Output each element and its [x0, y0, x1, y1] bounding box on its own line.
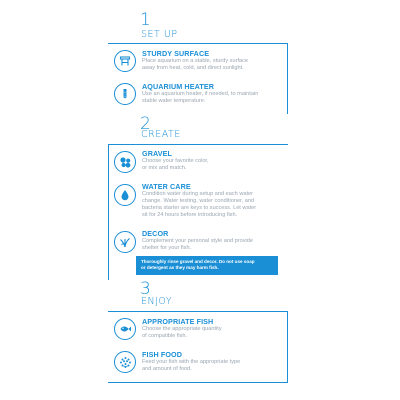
item-desc-decor-2: shelter for your fish.	[142, 245, 192, 251]
item-title-gravel: GRAVEL	[142, 149, 173, 158]
step-1-top-rule	[108, 43, 288, 44]
step-number-2: 2	[140, 114, 151, 134]
item-title-sturdy-surface: STURDY SURFACE	[142, 49, 210, 58]
item-desc-sturdy-surface-1: Place aquarium on a stable, sturdy surface	[142, 58, 249, 64]
rinse-notice	[136, 256, 278, 275]
heater-icon	[114, 83, 136, 105]
item-desc-water-care-3: bacteria starter are keys to success. Let water	[142, 205, 257, 211]
item-desc-water-care-2: change. Water testing, water conditioner, and	[142, 198, 255, 204]
item-title-water-care: WATER CARE	[142, 182, 191, 191]
step-number-1: 1	[140, 10, 151, 30]
item-desc-fish-food-1: Feed your fish with the appropriate type	[142, 359, 241, 365]
rinse-notice-line-2: or detergent as they may harm fish.	[141, 265, 219, 271]
item-desc-appropriate-fish-1: Choose the appropriate quantity	[142, 326, 222, 332]
step-2-top-rule	[108, 144, 288, 145]
step-3-top-rule	[108, 311, 288, 312]
step-title-enjoy: ENJOY	[141, 296, 173, 307]
step-title-setup: SET UP	[141, 29, 178, 40]
gravel-icon	[114, 151, 136, 173]
item-desc-sturdy-surface-2: away from heat, cold, and direct sunlight.	[142, 65, 244, 71]
item-title-appropriate-fish: APPROPRIATE FISH	[142, 317, 214, 326]
item-title-aquarium-heater: AQUARIUM HEATER	[142, 82, 215, 91]
step-number-3: 3	[140, 279, 151, 299]
item-desc-gravel-1: Choose your favorite color,	[142, 158, 209, 164]
item-desc-aquarium-heater-2: stable water temperature.	[142, 98, 206, 104]
item-title-decor: DECOR	[142, 229, 169, 238]
item-desc-decor-1: Complement your personal style and provide	[142, 238, 254, 244]
item-desc-appropriate-fish-2: of compatible fish.	[142, 333, 188, 339]
item-desc-water-care-1: Condition water during setup and each water	[142, 191, 254, 197]
step-title-create: CREATE	[141, 129, 181, 140]
item-desc-aquarium-heater-1: Use an aquarium heater, if needed, to maintain	[142, 91, 259, 97]
water-drop-icon	[114, 184, 136, 206]
fish-food-icon	[114, 351, 136, 373]
item-title-fish-food: FISH FOOD	[142, 350, 183, 359]
rinse-notice-line-1: Thoroughly rinse gravel and decor. Do not use soap	[141, 259, 255, 264]
fish-icon	[114, 318, 136, 340]
item-desc-fish-food-2: and amount of food.	[142, 366, 192, 372]
table-icon	[114, 50, 136, 72]
item-desc-gravel-2: or mix and match.	[142, 165, 187, 171]
plant-icon	[114, 231, 136, 253]
item-desc-water-care-4: sit for 24 hours before introducing fish.	[142, 212, 238, 218]
